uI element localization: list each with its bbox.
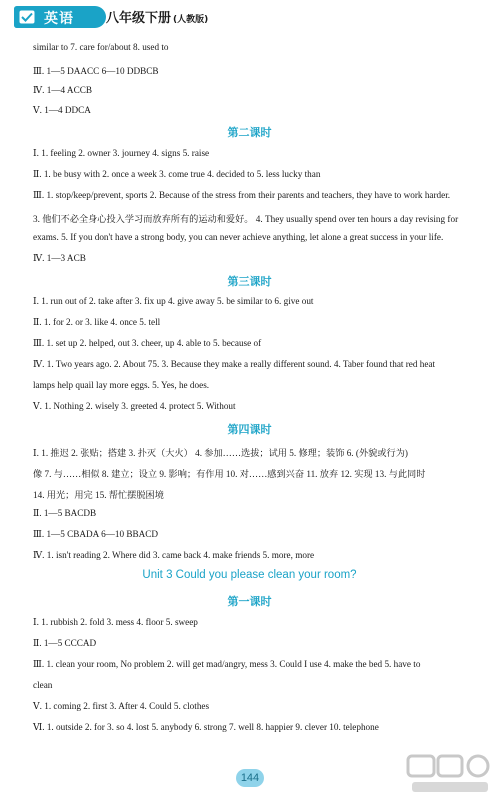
answer-line: Ⅲ. 1—5 DAACC 6—10 DDBCB bbox=[33, 66, 159, 76]
answer-line: 14. 用光；用完 15. 帮忙摆脱困境 bbox=[33, 490, 164, 500]
answer-line: Ⅰ. 1. 推迟 2. 张贴；搭建 3. 扑灭（大火） 4. 参加……选拔；试用 5. 修理；装饰 6. (外貌或行为) bbox=[33, 448, 408, 458]
answer-line: similar to 7. care for/about 8. used to bbox=[33, 42, 169, 52]
grade-title: 八年级下册 (人教版) bbox=[106, 11, 209, 26]
watermark-logo-icon bbox=[404, 752, 494, 796]
book-check-icon bbox=[19, 10, 35, 24]
answer-line: Ⅲ. 1. stop/keep/prevent, sports 2. Because of the stress from their parents and teachers, they have to work harder. bbox=[33, 190, 451, 200]
answer-line: Ⅳ. 1—4 ACCB bbox=[33, 85, 92, 95]
answer-line: Ⅴ. 1—4 DDCA bbox=[33, 105, 91, 115]
subject-label: 英语 bbox=[44, 11, 74, 27]
answer-line: Ⅵ. 1. outside 2. for 3. so 4. lost 5. anybody 6. strong 7. well 8. happier 9. clever 10. telephone bbox=[33, 722, 379, 732]
answer-line: Ⅴ. 1. coming 2. first 3. After 4. Could 5. clothes bbox=[33, 701, 210, 711]
answer-line: Ⅳ. 1—3 ACB bbox=[33, 253, 86, 263]
answer-line: Ⅲ. 1. clean your room, No problem 2. will get mad/angry, mess 3. Could I use 4. make the bed 5. have to bbox=[33, 659, 421, 669]
answer-line: Ⅲ. 1. set up 2. helped, out 3. cheer, up 4. able to 5. because of bbox=[33, 338, 262, 348]
answer-line: Ⅲ. 1—5 CBADA 6—10 BBACD bbox=[33, 529, 158, 539]
answer-line: Ⅳ. 1. Two years ago. 2. About 75. 3. Because they make a really different sound. 4. Taber found that red heat bbox=[33, 359, 436, 369]
answer-line: Ⅰ. 1. feeling 2. owner 3. journey 4. signs 5. raise bbox=[33, 148, 210, 158]
page-number: 144 bbox=[236, 769, 264, 787]
unit-title: Unit 3 Could you please clean your room? bbox=[142, 569, 357, 581]
subject-badge bbox=[14, 6, 106, 28]
answer-line: 3. 他们不必全身心投入学习而放弃所有的运动和爱好。 4. They usually spend over ten hours a day revising for bbox=[33, 214, 459, 224]
answer-line: Ⅴ. 1. Nothing 2. wisely 3. greeted 4. protect 5. Without bbox=[33, 401, 236, 411]
edition-label: (人教版) bbox=[173, 15, 209, 25]
answer-line: Ⅰ. 1. rubbish 2. fold 3. mess 4. floor 5. sweep bbox=[33, 617, 198, 627]
answer-line: Ⅱ. 1. for 2. or 3. like 4. once 5. tell bbox=[33, 317, 161, 327]
answer-line: Ⅱ. 1—5 CCCAD bbox=[33, 638, 97, 648]
answer-line: Ⅱ. 1—5 BACDB bbox=[33, 508, 97, 518]
answer-line: 像 7. 与……相似 8. 建立；设立 9. 影响；有作用 10. 对……感到兴奋 11. 放弃 12. 实现 13. 与此同时 bbox=[33, 469, 426, 479]
answer-line: Ⅱ. 1. be busy with 2. once a week 3. come true 4. decided to 5. less lucky than bbox=[33, 169, 321, 179]
section-heading: 第三课时 bbox=[227, 275, 272, 288]
section-heading: 第四课时 bbox=[227, 423, 272, 436]
answer-line: Ⅳ. 1. isn't reading 2. Where did 3. came back 4. make friends 5. more, more bbox=[33, 550, 315, 560]
page-header bbox=[14, 6, 234, 28]
answer-line: exams. 5. If you don't have a strong body, you can never achieve anything, let alone a great success in your life. bbox=[33, 232, 444, 242]
section-heading: 第一课时 bbox=[227, 595, 272, 608]
answer-line: Ⅰ. 1. run out of 2. take after 3. fix up 4. give away 5. be similar to 6. give out bbox=[33, 296, 314, 306]
section-heading: 第二课时 bbox=[227, 126, 272, 139]
answer-line: lamps help quail lay more eggs. 5. Yes, he does. bbox=[33, 380, 210, 390]
answer-line: clean bbox=[33, 680, 53, 690]
